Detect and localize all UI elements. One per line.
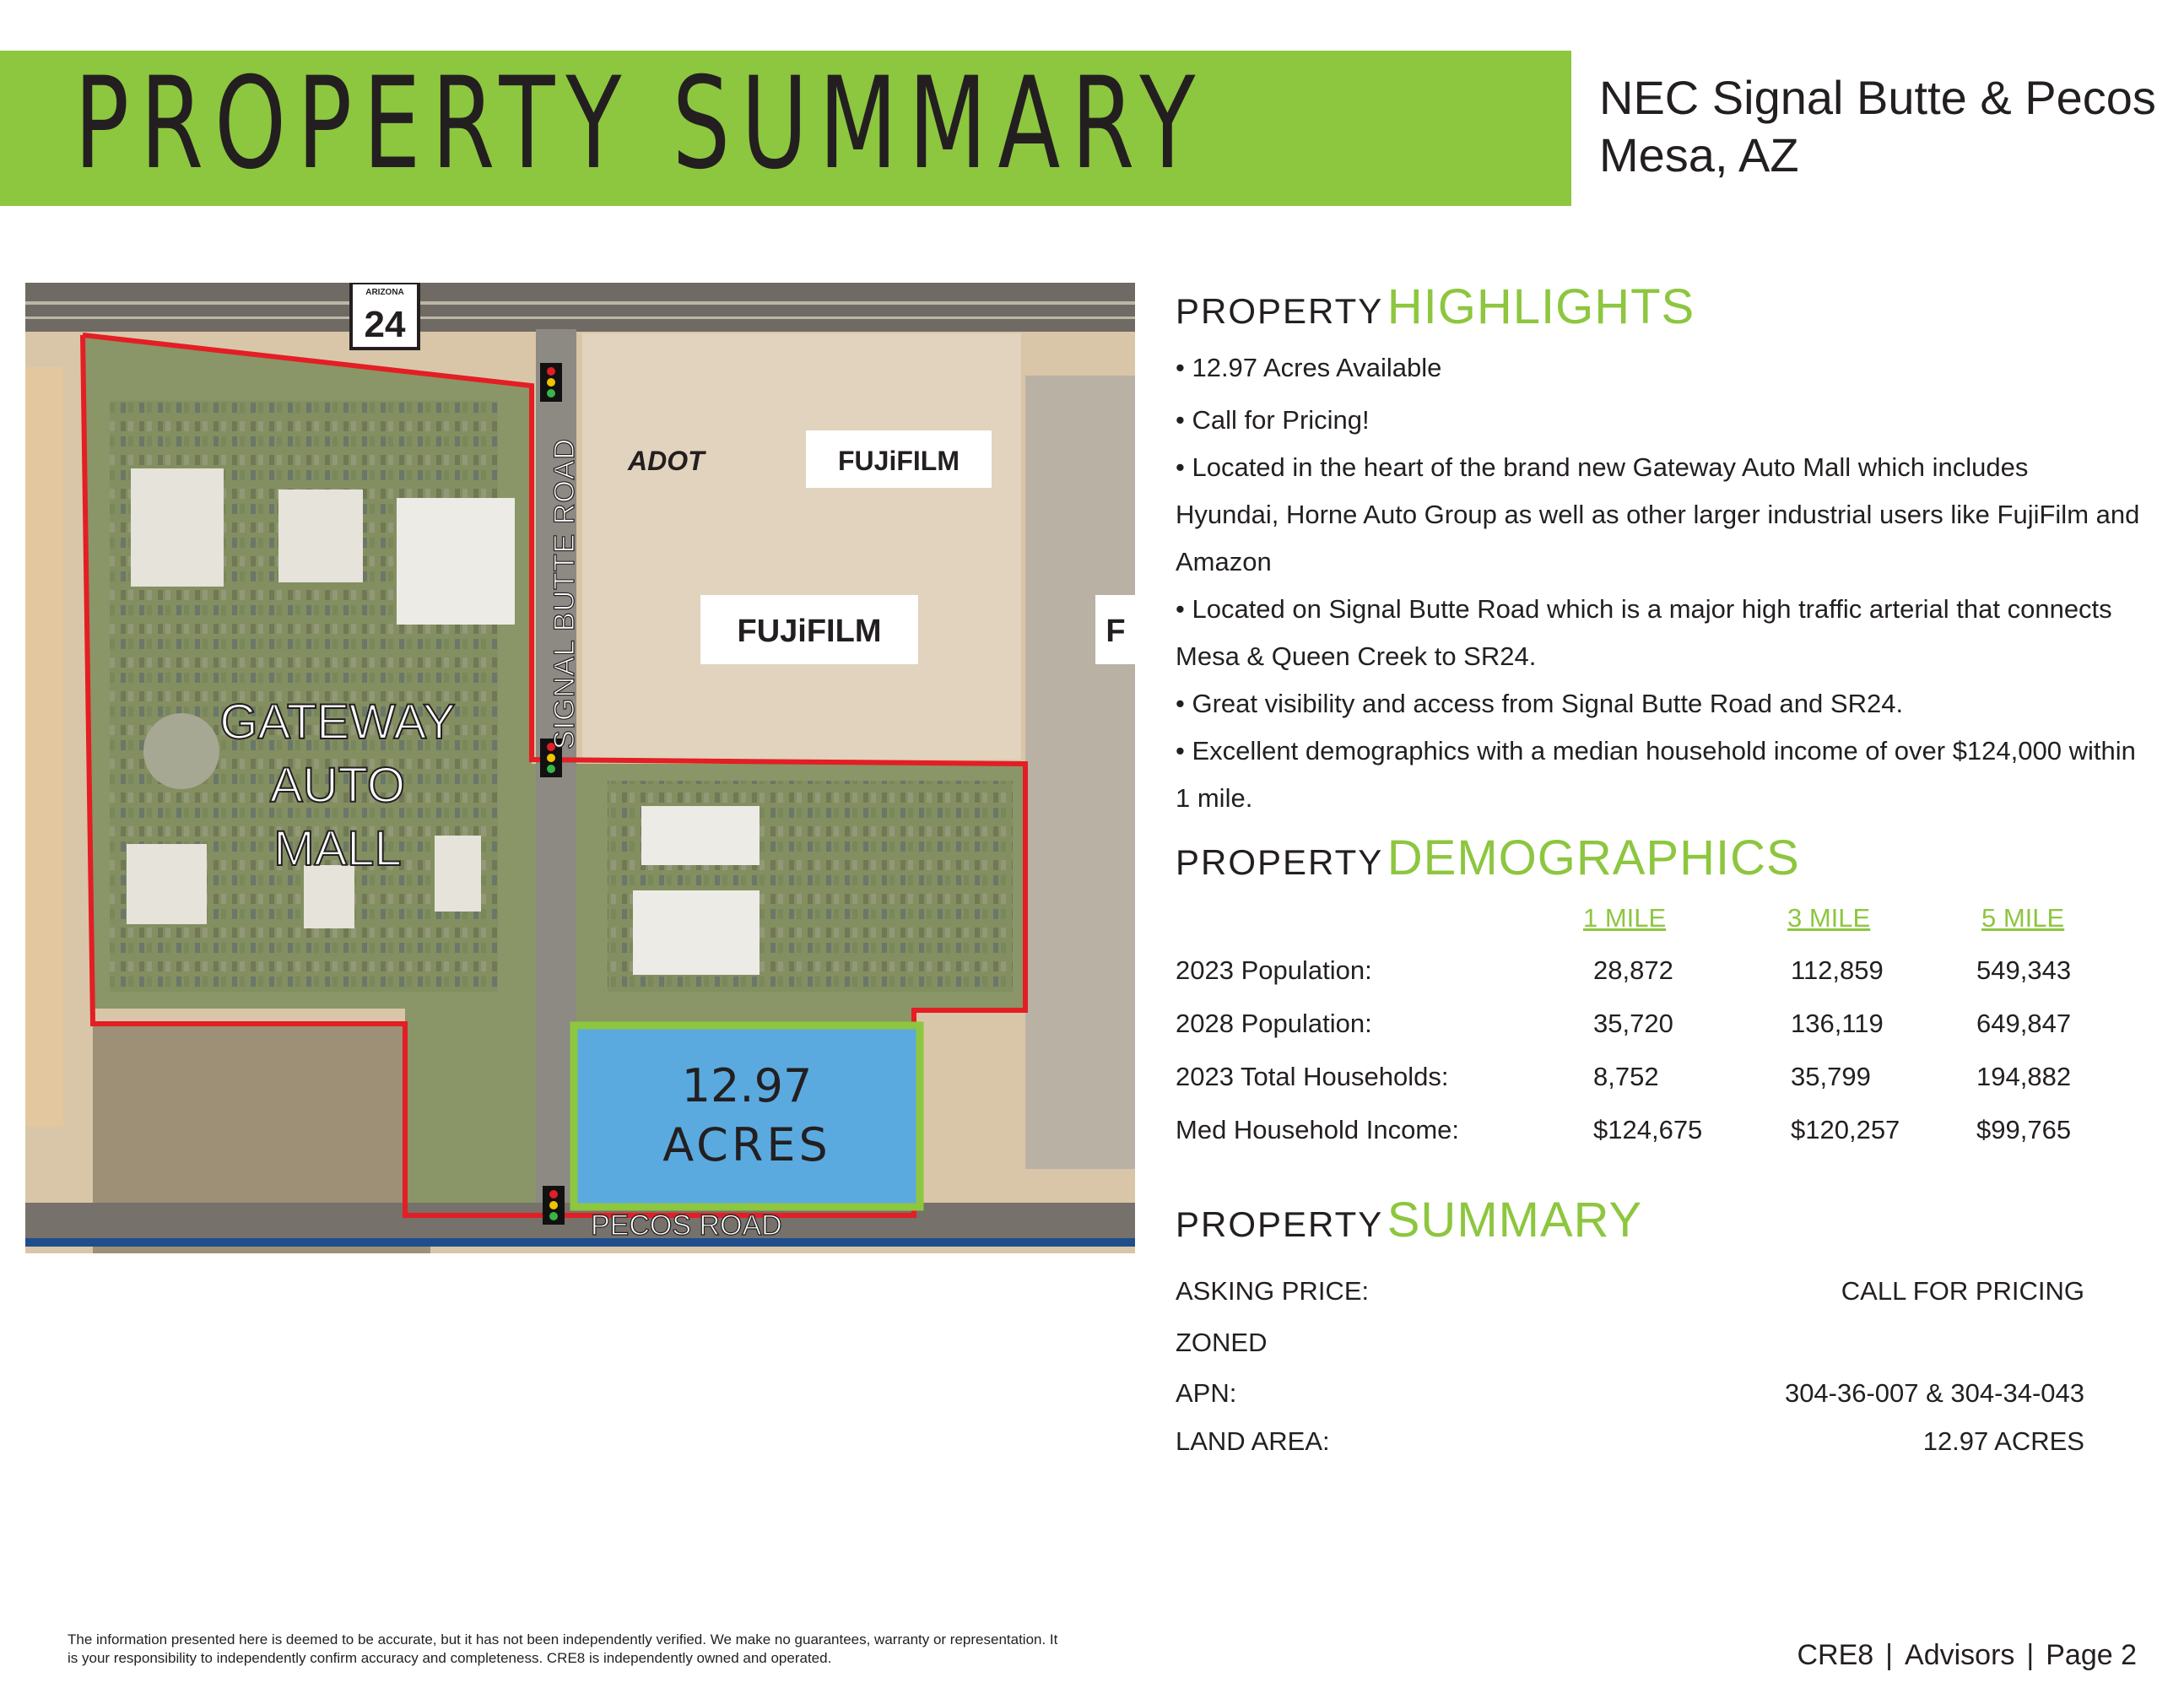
highlight-line: Amazon xyxy=(1176,547,1272,576)
demo-value: $120,257 xyxy=(1791,1115,1900,1144)
svg-text:F: F xyxy=(1106,614,1126,649)
building xyxy=(633,890,760,975)
parcel-acres-unit: ACRES xyxy=(662,1118,831,1171)
summary-label: APN: xyxy=(1176,1378,1237,1408)
footer-brand: CRE8 | Advisors | Page 2 xyxy=(1797,1639,2137,1671)
left-desert-strip xyxy=(25,367,63,1127)
footer-page-number: Page 2 xyxy=(2046,1639,2137,1671)
adot-label: ADOT xyxy=(628,446,705,476)
demo-row-label: 2028 Population: xyxy=(1176,1009,1372,1038)
demo-value: 112,859 xyxy=(1791,955,1884,985)
page-title: PROPERTY SUMMARY xyxy=(74,51,1207,197)
svg-text:GATEWAY: GATEWAY xyxy=(219,695,456,749)
demo-value: 28,872 xyxy=(1593,955,1673,985)
building xyxy=(641,806,760,865)
demo-value: 649,847 xyxy=(1976,1009,2072,1038)
svg-text:24: 24 xyxy=(364,304,406,345)
sr24-shield-icon xyxy=(351,283,419,349)
footer-advisors: Advisors xyxy=(1905,1639,2015,1671)
demo-value: 549,343 xyxy=(1976,955,2072,985)
demo-col-5-mile: 5 MILE xyxy=(1981,903,2065,933)
highlight-line: • Excellent demographics with a median household income of over $124,000 within xyxy=(1176,736,2136,766)
sr24-highway xyxy=(25,283,1135,332)
summary-label: ZONED xyxy=(1176,1328,1268,1357)
highlights-heading: PROPERTY HIGHLIGHTS xyxy=(1176,279,1695,334)
demo-value: 194,882 xyxy=(1976,1062,2072,1091)
highlight-line: • Located on Signal Butte Road which is a major high traffic arterial that connects xyxy=(1176,594,2112,624)
aerial-site-map xyxy=(25,283,1135,1253)
svg-text:MALL: MALL xyxy=(273,821,402,876)
building xyxy=(397,498,515,625)
roundabout xyxy=(143,713,219,789)
svg-text:FUJiFILM: FUJiFILM xyxy=(737,614,882,649)
parcel-acres-number: 12.97 xyxy=(681,1059,813,1112)
svg-text:AUTO: AUTO xyxy=(269,758,406,813)
traffic-light-icon xyxy=(540,363,562,402)
summary-value: CALL FOR PRICING xyxy=(1841,1276,2084,1306)
disclaimer: The information presented here is deemed to be accurate, but it has not been independently verified. We make no guarantees, warranty or representation. It is your responsibility to independently confirm accuracy and completeness. CRE8 is independently owned and operated. xyxy=(68,1631,1058,1666)
svg-text:ARIZONA: ARIZONA xyxy=(365,288,404,297)
demographics-heading: PROPERTY DEMOGRAPHICS xyxy=(1176,830,1800,885)
highlight-line: Hyundai, Horne Auto Group as well as other larger industrial users like FujiFilm and xyxy=(1176,500,2140,529)
demo-value: 136,119 xyxy=(1791,1009,1884,1038)
signal-butte-road-label: SIGNAL BUTTE ROAD xyxy=(549,437,581,749)
summary-heading: PROPERTY SUMMARY xyxy=(1176,1193,1643,1247)
pecos-road-label: PECOS ROAD xyxy=(591,1209,782,1242)
highlight-line: • 12.97 Acres Available xyxy=(1176,353,1442,382)
building xyxy=(278,490,363,582)
demo-row-label: Med Household Income: xyxy=(1176,1115,1460,1144)
svg-text:FUJiFILM: FUJiFILM xyxy=(838,446,960,476)
highlight-line: • Located in the heart of the brand new Gateway Auto Mall which includes xyxy=(1176,452,2029,482)
summary-label: ASKING PRICE: xyxy=(1176,1276,1370,1306)
highlight-line: • Call for Pricing! xyxy=(1176,405,1370,435)
demo-row-label: 2023 Total Households: xyxy=(1176,1062,1449,1091)
building xyxy=(131,468,224,587)
highlight-line: • Great visibility and access from Signal Butte Road and SR24. xyxy=(1176,689,1904,718)
property-address xyxy=(1599,69,2156,184)
demo-value: 8,752 xyxy=(1593,1062,1659,1091)
address-line-2: Mesa, AZ xyxy=(1599,128,1799,181)
demo-value: 35,799 xyxy=(1791,1062,1871,1091)
demo-col-3-mile: 3 MILE xyxy=(1787,903,1871,933)
traffic-light-icon xyxy=(543,1186,565,1225)
building xyxy=(127,844,207,924)
highlight-line: 1 mile. xyxy=(1176,783,1253,813)
summary-label: LAND AREA: xyxy=(1176,1426,1330,1456)
highlight-line: Mesa & Queen Creek to SR24. xyxy=(1176,641,1537,671)
demo-row-label: 2023 Population: xyxy=(1176,955,1372,985)
demo-value: $124,675 xyxy=(1593,1115,1703,1144)
summary-value: 12.97 ACRES xyxy=(1922,1426,2084,1456)
subject-parcel xyxy=(574,1025,920,1207)
demo-value: 35,720 xyxy=(1593,1009,1673,1038)
footer-brand-name: CRE8 xyxy=(1797,1639,1874,1671)
building xyxy=(435,836,481,912)
demo-col-1-mile: 1 MILE xyxy=(1583,903,1667,933)
summary-value: 304-36-007 & 304-34-043 xyxy=(1784,1378,2084,1408)
address-line-1: NEC Signal Butte & Pecos xyxy=(1599,71,2156,124)
fujifilm-site xyxy=(582,333,1021,760)
demo-value: $99,765 xyxy=(1976,1115,2072,1144)
